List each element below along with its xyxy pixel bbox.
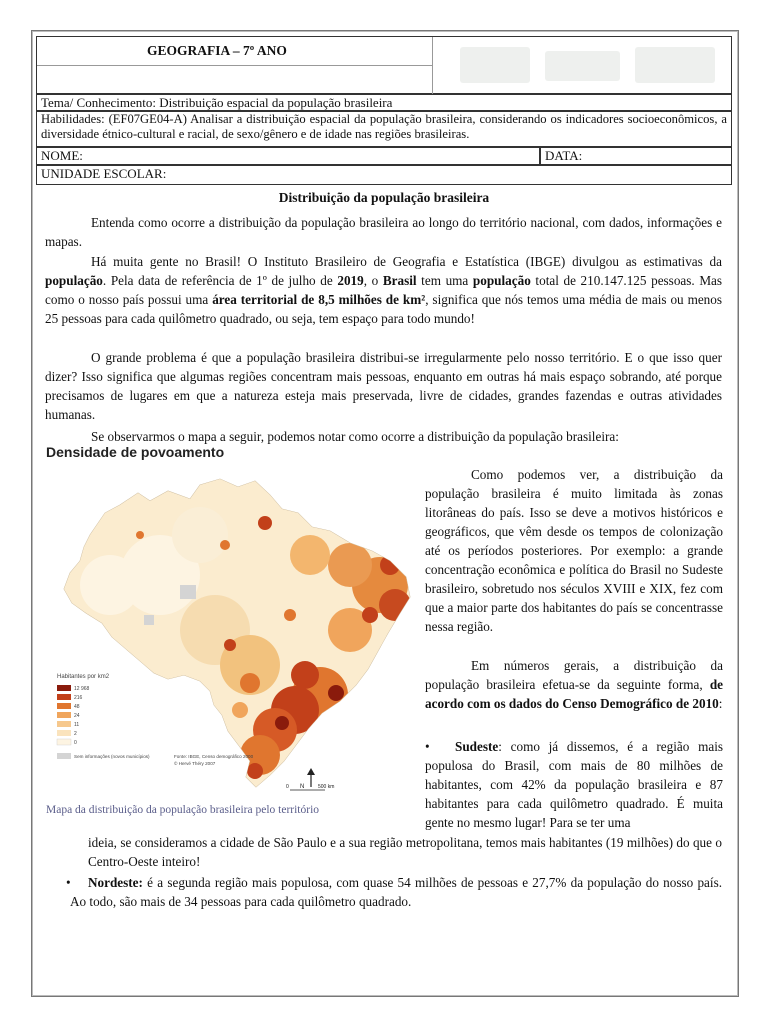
map-source: Fonte: IBGE, Censo demográfico 2000 (174, 754, 254, 759)
map-heading: Densidade de povoamento (46, 444, 225, 460)
legend-label: 216 (74, 695, 83, 701)
scale-label: 500 km (318, 784, 335, 790)
unidade-escolar-field[interactable]: UNIDADE ESCOLAR: (36, 165, 732, 185)
paragraph-2: Há muita gente no Brasil! O Instituto Brasileiro de Geografia e Estatística (IBGE) divulgou as estimativas da população. Pela data de referência de 1º de julho de 2019, o Brasil tem uma população total de 210.147.125 pessoas. Mas como o nosso país possui uma área territorial de 8,5 milhões de km², significa que nós temos uma média de mais ou menos 25 pessoas para cada quilômetro quadrado, ou seja, tem espaço para todo mundo! (45, 254, 723, 326)
paragraph-1: Entenda como ocorre a distribuição da população brasileira ao longo do território nacional, com dados, informações e mapas. (45, 215, 722, 249)
legend-label: 0 (74, 740, 77, 746)
legend-label: 12 968 (74, 686, 90, 692)
document-title: Distribuição da população brasileira (278, 190, 490, 205)
header-box (36, 36, 732, 94)
map-credit: © Hervé Théry 2007 (174, 761, 216, 766)
right-paragraph-1: Como podemos ver, a distribuição da população brasileira é muito limitada às zonas litorâneas do país. Isso se deve a motivos históricos e geográficos, que vêm desde os tempos de colonização até os períodos posteriores. Por exemplo: a grande concentração econômica e política do Brasil no Sudeste brasileiro, sobretudo nos séculos XVIII e XIX, fez com que a maior parte dos habitantes do país se concentrasse nessa região. (425, 467, 723, 634)
logo-placeholder (440, 41, 725, 89)
sudeste-item: • Sudeste: como já dissemos, é a região mais populosa do Brasil, com mais de 80 milhões de habitantes, com 42% da população brasileira e 87 habitantes para cada quilômetro quadrado. É muita gente no mesmo lugar! Para se ter uma (425, 739, 723, 830)
tema-row: Tema/ Conhecimento: Distribuição espacial da população brasileira (36, 94, 732, 111)
sudeste-continuation: ideia, se consideramos a cidade de São Paulo e a sua região metropolitana, temos mais habitantes (19 milhões) do que o Centro-Oeste inteiro! (88, 835, 722, 869)
habilidades-row: Habilidades: (EF07GE04-A) Analisar a distribuição espacial da população brasileira, considerando os indicadores socioeconômicos, a diversidade étnico-cultural e racial, de sexo/gênero e de idade nas regiões brasileiras. (36, 111, 732, 147)
nordeste-item: • Nordeste: é a segunda região mais populosa, com quase 54 milhões de pessoas e 27,7% da população do nosso país. Ao todo, são mais de 34 pessoas para cada quilômetro quadrado. (66, 875, 722, 909)
bullet-icon: • (66, 875, 71, 890)
bullet-icon: • (425, 739, 430, 754)
legend-no-info: Sem informações (novos municípios) (74, 754, 150, 759)
legend-label: 11 (74, 722, 80, 728)
population-density-map (50, 465, 416, 805)
paragraph-3: O grande problema é que a população brasileira distribui-se irregularmente pelo nosso território. E o que isso quer dizer? Isso significa que algumas regiões concentram mais pessoas, enquanto em outras há mais espaço sobrando, até porque precisamos de lugares em que a natureza esteja mais preservada, livre de cidades, grandes fazendas e outras atividades humanas. (45, 350, 722, 422)
paragraph-4: Se observarmos o mapa a seguir, podemos notar como ocorre a distribuição da população brasileira: (91, 429, 619, 444)
scale-bar (286, 784, 334, 790)
map-legend (57, 685, 150, 759)
legend-label: 24 (74, 713, 80, 719)
nome-field[interactable]: NOME: (36, 147, 540, 165)
data-field[interactable]: DATA: (540, 147, 732, 165)
right-paragraph-2: Em números gerais, a distribuição da população brasileira efetua-se da seguinte forma, de acordo com os dados do Censo Demográfico de 2010: (425, 658, 723, 711)
header-divider (37, 65, 432, 66)
north-arrow-icon (300, 768, 315, 790)
north-label: N (300, 784, 305, 790)
subject-title: GEOGRAFIA – 7º ANO (147, 43, 287, 58)
scale-zero: 0 (286, 784, 289, 790)
map-caption: Mapa da distribuição da população brasileira pelo território (46, 804, 320, 816)
legend-label: 2 (74, 731, 77, 737)
legend-label: 48 (74, 704, 80, 710)
legend-title: Habitantes por km2 (57, 674, 110, 680)
header-divider-vertical (432, 37, 433, 94)
